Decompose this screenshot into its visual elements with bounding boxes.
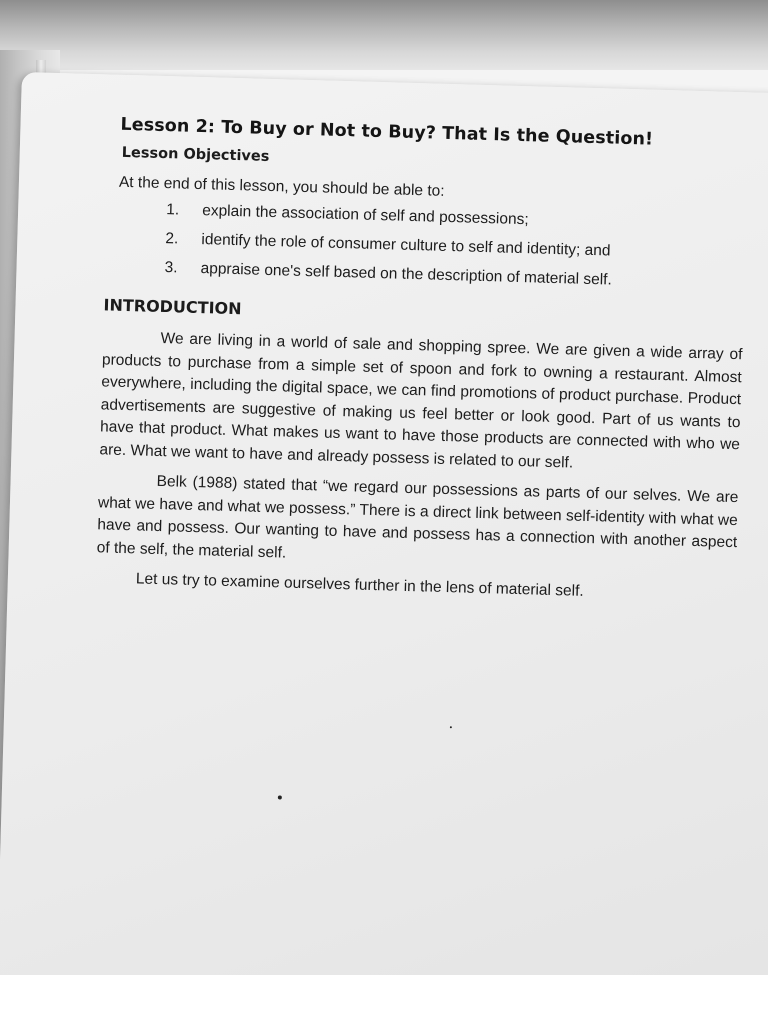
ink-speck — [278, 795, 282, 799]
objective-number: 3. — [164, 259, 178, 277]
objective-item — [164, 259, 742, 293]
top-shadow — [0, 0, 768, 70]
introduction-paragraph: We are living in a world of sale and shopping spree. We are given a wide array of products to purchase from a simple set of spoon and fork to owning a restaurant. Almost everywhere, including the digital space, we can find promotions of product purchase. Product advertisements are suggestive of making us feel better or look good. Part of us wants to have that product. What makes us want to have those products are connected with who we are. What we want to have and already possess is related to our self. — [99, 329, 743, 472]
lesson-title: Lesson 2: To Buy or Not to Buy? That Is the Question! — [120, 114, 654, 150]
objective-item — [165, 230, 743, 264]
bottom-margin — [0, 975, 768, 1024]
objectives-list — [116, 200, 744, 293]
objectives-heading: Lesson Objectives — [121, 144, 270, 165]
objectives-lead: At the end of this lesson, you should be able to: — [118, 173, 445, 200]
objective-number: 2. — [165, 230, 179, 248]
ink-speck — [450, 726, 452, 728]
objective-text: appraise one's self based on the description of material self. — [200, 260, 613, 289]
objective-number: 1. — [165, 201, 180, 219]
introduction-paragraph: Belk (1988) stated that “we regard our possessions as parts of our selves. We are what we have and what we possess.” There is a direct link between self-identity with what we have and possess. Our wanting to have and possess has a connection with another aspect of the self, the material self. — [96, 472, 739, 562]
introduction-paragraph: Let us try to examine ourselves further in the lens of material self. — [135, 570, 584, 600]
book-page — [0, 72, 768, 1023]
objective-text: explain the association of self and possessions; — [201, 202, 529, 229]
introduction-heading: INTRODUCTION — [103, 295, 242, 319]
page-content — [96, 114, 747, 608]
objective-text: identify the role of consumer culture to self and identity; and — [201, 231, 611, 260]
